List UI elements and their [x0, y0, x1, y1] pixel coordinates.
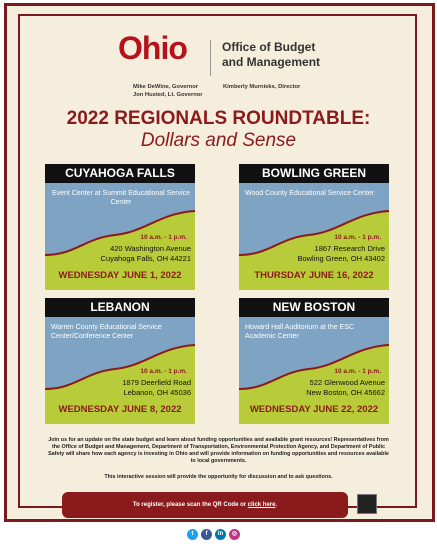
register-text: To register, please scan the QR Code or	[132, 502, 247, 508]
page-subtitle: Dollars and Sense	[140, 130, 297, 151]
card-address-line1: 1867 Research Drive	[314, 244, 385, 253]
card-time: 10 a.m. - 1 p.m.	[140, 234, 187, 241]
card-address-line2: Bowling Green, OH 43402	[297, 254, 385, 263]
register-banner	[62, 492, 348, 518]
card-date: THURSDAY JUNE 16, 2022	[254, 270, 374, 281]
card-address-line1: 1879 Deerfield Road	[122, 378, 191, 387]
card-address-line2: Cuyahoga Falls, OH 44221	[100, 254, 191, 263]
facebook-icon[interactable]: f	[201, 529, 212, 540]
office-name	[222, 40, 320, 70]
twitter-icon[interactable]: t	[187, 529, 198, 540]
card-date: WEDNESDAY JUNE 8, 2022	[58, 404, 182, 415]
card-venue: Wood County Educational Service Center	[245, 190, 375, 197]
card-venue: Howard Hall Auditorium at the ESC Academic Center	[245, 324, 354, 340]
page-title: 2022 REGIONALS ROUNDTABLE:	[66, 108, 371, 129]
event-card	[239, 164, 389, 290]
instagram-icon[interactable]: ◎	[229, 529, 240, 540]
card-time: 10 a.m. - 1 p.m.	[140, 368, 187, 375]
card-address-line1: 420 Washington Avenue	[110, 244, 191, 253]
director: Kimberly Murnieks, Director	[223, 84, 301, 90]
card-time: 10 a.m. - 1 p.m.	[334, 234, 381, 241]
card-venue: Event Center at Summit Educational Service Center	[51, 190, 191, 206]
card-venue: Warren County Educational Service Center/Conference Center	[51, 324, 162, 340]
governor-names	[133, 84, 203, 99]
card-address	[45, 244, 191, 264]
card-address-line2: New Boston, OH 45662	[306, 388, 385, 397]
card-city: CUYAHOGA FALLS	[45, 164, 195, 183]
description-text: Join us for an update on the state budget and learn about funding opportunities and available grant resources! Representatives from the Office of Budget and Management, Department of Transportation, Environmental Protection Agency, and Department of Public Safety will share how each agency is investing in Ohio and will provide information on funding opportunities and resources available to local governments.	[48, 437, 389, 464]
card-time: 10 a.m. - 1 p.m.	[334, 368, 381, 375]
card-address-line1: 522 Glenwood Avenue	[309, 378, 385, 387]
office-line1: Office of Budget	[222, 40, 316, 54]
event-card	[45, 298, 195, 424]
card-address	[239, 378, 385, 398]
card-city: LEBANON	[45, 298, 195, 317]
governor: Mike DeWine, Governor	[133, 84, 199, 90]
card-city: NEW BOSTON	[239, 298, 389, 317]
social-links	[187, 529, 240, 540]
card-address	[239, 244, 385, 264]
card-date: WEDNESDAY JUNE 22, 2022	[249, 404, 379, 415]
lt-governor: Jon Husted, Lt. Governor	[133, 91, 203, 98]
linkedin-icon[interactable]: in	[215, 529, 226, 540]
qr-code[interactable]	[357, 494, 377, 514]
card-address-line2: Lebanon, OH 45036	[123, 388, 191, 397]
event-card	[45, 164, 195, 290]
ohio-logo: Ohio	[118, 30, 187, 66]
register-link[interactable]: click here	[247, 502, 276, 508]
logo-divider	[210, 40, 211, 76]
event-card	[239, 298, 389, 424]
register-period: .	[275, 502, 278, 508]
office-line2: and Management	[222, 55, 321, 69]
card-city: BOWLING GREEN	[239, 164, 389, 183]
card-date: WEDNESDAY JUNE 1, 2022	[58, 270, 182, 281]
card-address	[45, 378, 191, 398]
discussion-note: This interactive session will provide the opportunity for discussion and to ask questions.	[104, 474, 333, 480]
